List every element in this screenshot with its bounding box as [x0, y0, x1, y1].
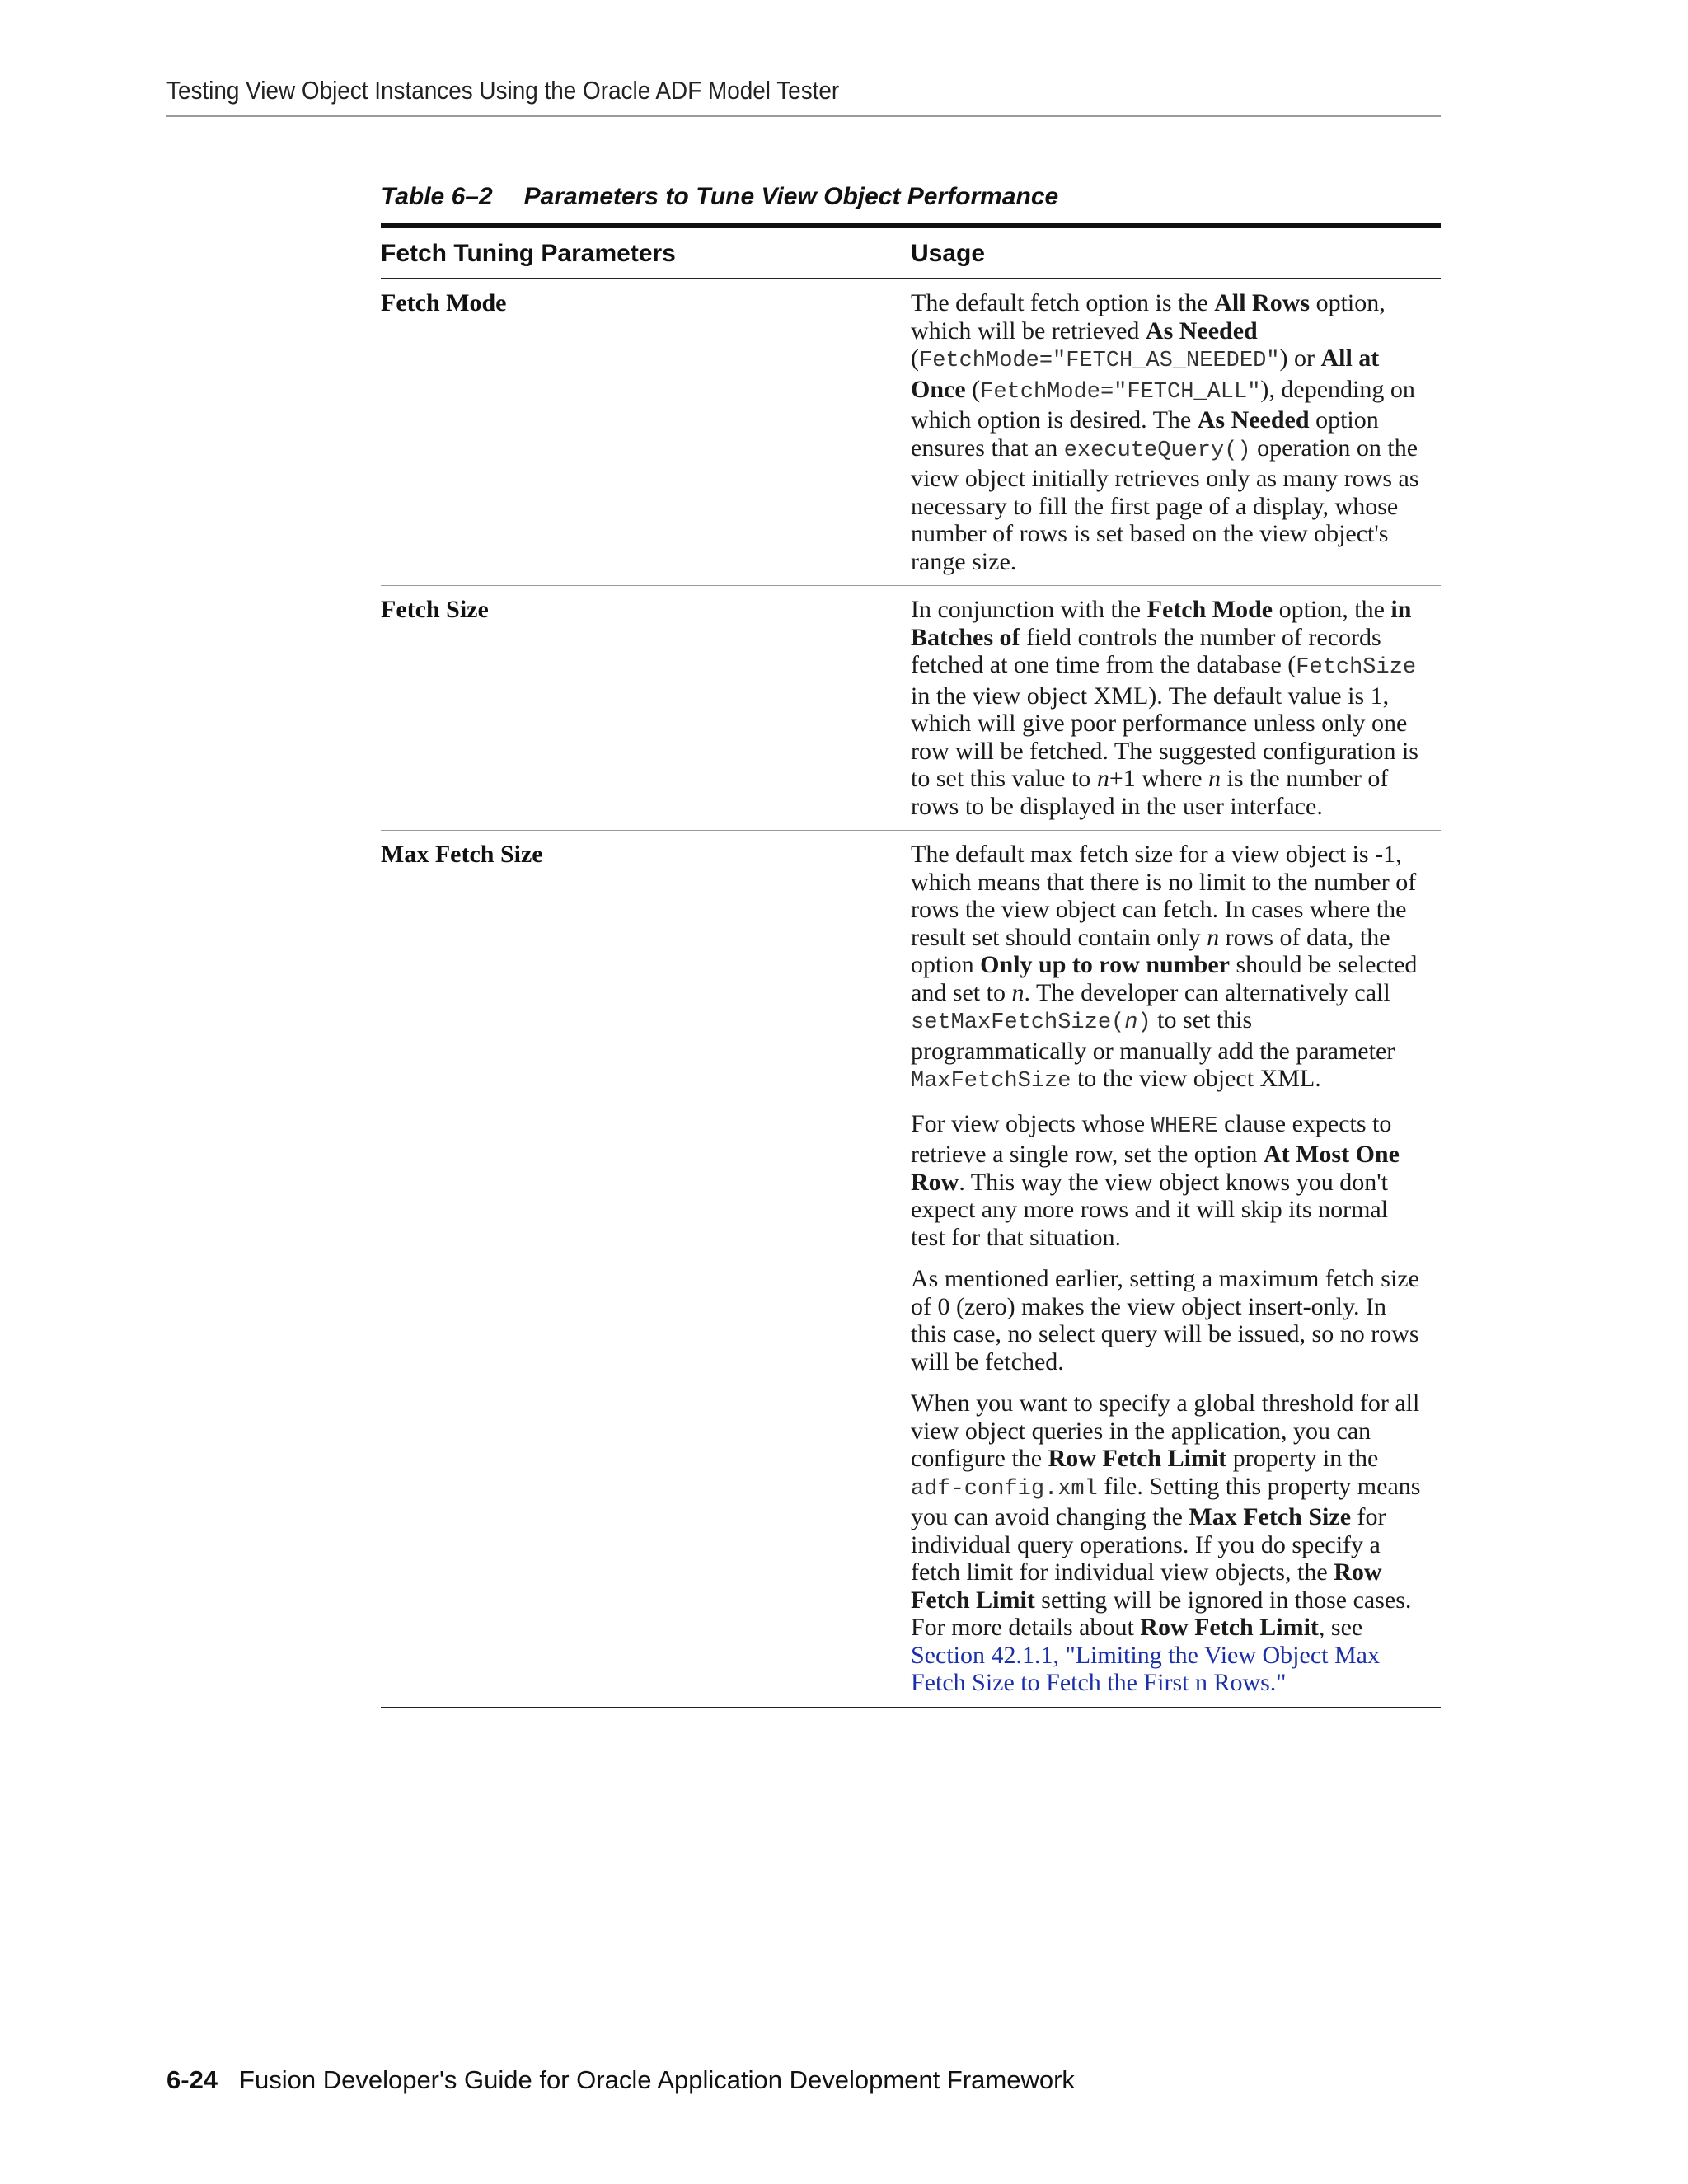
text: for individual query operations. If you do specify a fetch limit for individual view objects, the	[911, 1503, 1386, 1586]
column-header-parameters: Fetch Tuning Parameters	[381, 226, 911, 279]
header-rule	[166, 115, 1441, 117]
section-link[interactable]: Section 42.1.1, "Limiting the View Object Max Fetch Size to Fetch the First n Rows."	[911, 1641, 1380, 1696]
table-title: Parameters to Tune View Object Performance	[523, 183, 1059, 210]
page-number: 6-24	[166, 2065, 218, 2094]
text: +1 where	[1109, 765, 1209, 792]
code-term: )	[1137, 1010, 1151, 1035]
text: is the number of rows to be displayed in the user interface.	[911, 765, 1389, 820]
ui-term: Row Fetch Limit	[1140, 1614, 1319, 1641]
code-term: executeQuery()	[1063, 438, 1251, 463]
text: should be selected and set to	[911, 951, 1418, 1006]
usage-paragraph	[911, 289, 1423, 575]
text: clause expects to retrieve a single row, set the option	[911, 1109, 1392, 1168]
code-term: MaxFetchSize	[911, 1069, 1071, 1094]
param-cell	[381, 279, 911, 586]
text: (	[965, 375, 981, 403]
text: in the view object XML). The default value is 1, which will give poor performance unless only one row will be fetched. The suggested configuration is to set this value to	[911, 682, 1418, 792]
param-cell	[381, 586, 911, 831]
text: to set this programmatically or manually add the parameter	[911, 1006, 1395, 1065]
param-name: Max Fetch Size	[381, 841, 543, 868]
ui-term: All at Once	[911, 344, 1380, 403]
table-number: Table 6–2	[381, 183, 493, 210]
usage-cell	[911, 831, 1441, 1708]
param-name: Fetch Size	[381, 596, 489, 623]
text: to the view object XML.	[1071, 1065, 1321, 1092]
variable: n	[1208, 765, 1221, 792]
table-row	[381, 831, 1441, 1708]
text: The default max fetch size for a view object is -1, which means that there is no limit to the number of rows the view object can fetch. In cases where the result set should contain only	[911, 841, 1417, 951]
text: , see	[1318, 1614, 1363, 1641]
param-name: Fetch Mode	[381, 289, 507, 316]
usage-cell	[911, 279, 1441, 586]
ui-term: At Most One Row	[911, 1141, 1400, 1196]
text: (	[911, 344, 919, 372]
text: As mentioned earlier, setting a maximum fetch size of 0 (zero) makes the view object insert-only. In this case, no select query will be issued, so no rows will be fetched.	[911, 1265, 1419, 1376]
parameters-table	[381, 223, 1441, 1708]
text: ) or	[1279, 344, 1321, 372]
code-term: FetchSize	[1296, 655, 1417, 680]
usage-paragraph	[911, 596, 1423, 820]
table-caption	[381, 183, 1058, 211]
running-head: Testing View Object Instances Using the Oracle ADF Model Tester	[166, 76, 840, 105]
ui-term: in Batches of	[911, 596, 1412, 651]
table-row	[381, 586, 1441, 831]
variable: n	[1096, 765, 1109, 792]
text: rows of data, the option	[911, 923, 1390, 978]
param-cell	[381, 831, 911, 1708]
text: When you want to specify a global threshold for all view object queries in the application, you can configure the	[911, 1390, 1420, 1472]
usage-paragraph	[911, 1110, 1423, 1252]
text: . The developer can alternatively call	[1024, 978, 1390, 1006]
ui-term: As Needed	[1145, 316, 1258, 344]
ui-term: Row Fetch Limit	[1048, 1445, 1227, 1472]
code-term: adf-config.xml	[911, 1476, 1098, 1502]
column-header-usage: Usage	[911, 226, 1441, 279]
text: property in the	[1226, 1445, 1379, 1472]
code-variable: n	[1124, 1010, 1138, 1035]
ui-term: Row Fetch Limit	[911, 1558, 1382, 1614]
ui-term: All Rows	[1214, 289, 1311, 316]
table-row	[381, 279, 1441, 586]
text: option ensures that an	[911, 406, 1379, 462]
text: option, the	[1273, 596, 1391, 623]
code-term: FetchMode="FETCH_AS_NEEDED"	[919, 349, 1280, 373]
text: operation on the view object initially retrieves only as many rows as necessary to fill the first page of a display, whose number of rows is set based on the view object's range size.	[911, 434, 1419, 575]
ui-term: Max Fetch Size	[1189, 1503, 1352, 1530]
code-term: FetchMode="FETCH_ALL"	[980, 379, 1261, 405]
text: ), depending on which option is desired. The	[911, 375, 1415, 434]
variable: n	[1207, 923, 1220, 951]
page-footer	[166, 2065, 1075, 2095]
usage-paragraph	[911, 1265, 1423, 1376]
text: . This way the view object knows you don't expect any more rows and it will skip its normal test for that situation.	[911, 1168, 1389, 1251]
text: The default fetch option is the	[911, 289, 1215, 316]
text: For view objects whose	[911, 1109, 1151, 1137]
text: file. Setting this property means you can avoid changing the	[911, 1472, 1421, 1530]
book-title: Fusion Developer's Guide for Oracle Application Development Framework	[239, 2065, 1075, 2094]
table-header-row	[381, 226, 1441, 279]
usage-cell	[911, 586, 1441, 831]
text: field controls the number of records fetched at one time from the database (	[911, 623, 1381, 678]
code-term: setMaxFetchSize(	[911, 1010, 1125, 1035]
usage-paragraph	[911, 841, 1423, 1096]
code-term: WHERE	[1151, 1113, 1218, 1139]
variable: n	[1011, 978, 1025, 1006]
text: setting will be ignored in those cases. For more details about	[911, 1586, 1412, 1641]
usage-paragraph	[911, 1390, 1423, 1697]
text: In conjunction with the	[911, 596, 1147, 623]
ui-term: Fetch Mode	[1146, 596, 1273, 623]
text: option, which will be retrieved	[911, 289, 1386, 344]
ui-term: Only up to row number	[980, 951, 1230, 978]
ui-term: As Needed	[1197, 406, 1310, 434]
